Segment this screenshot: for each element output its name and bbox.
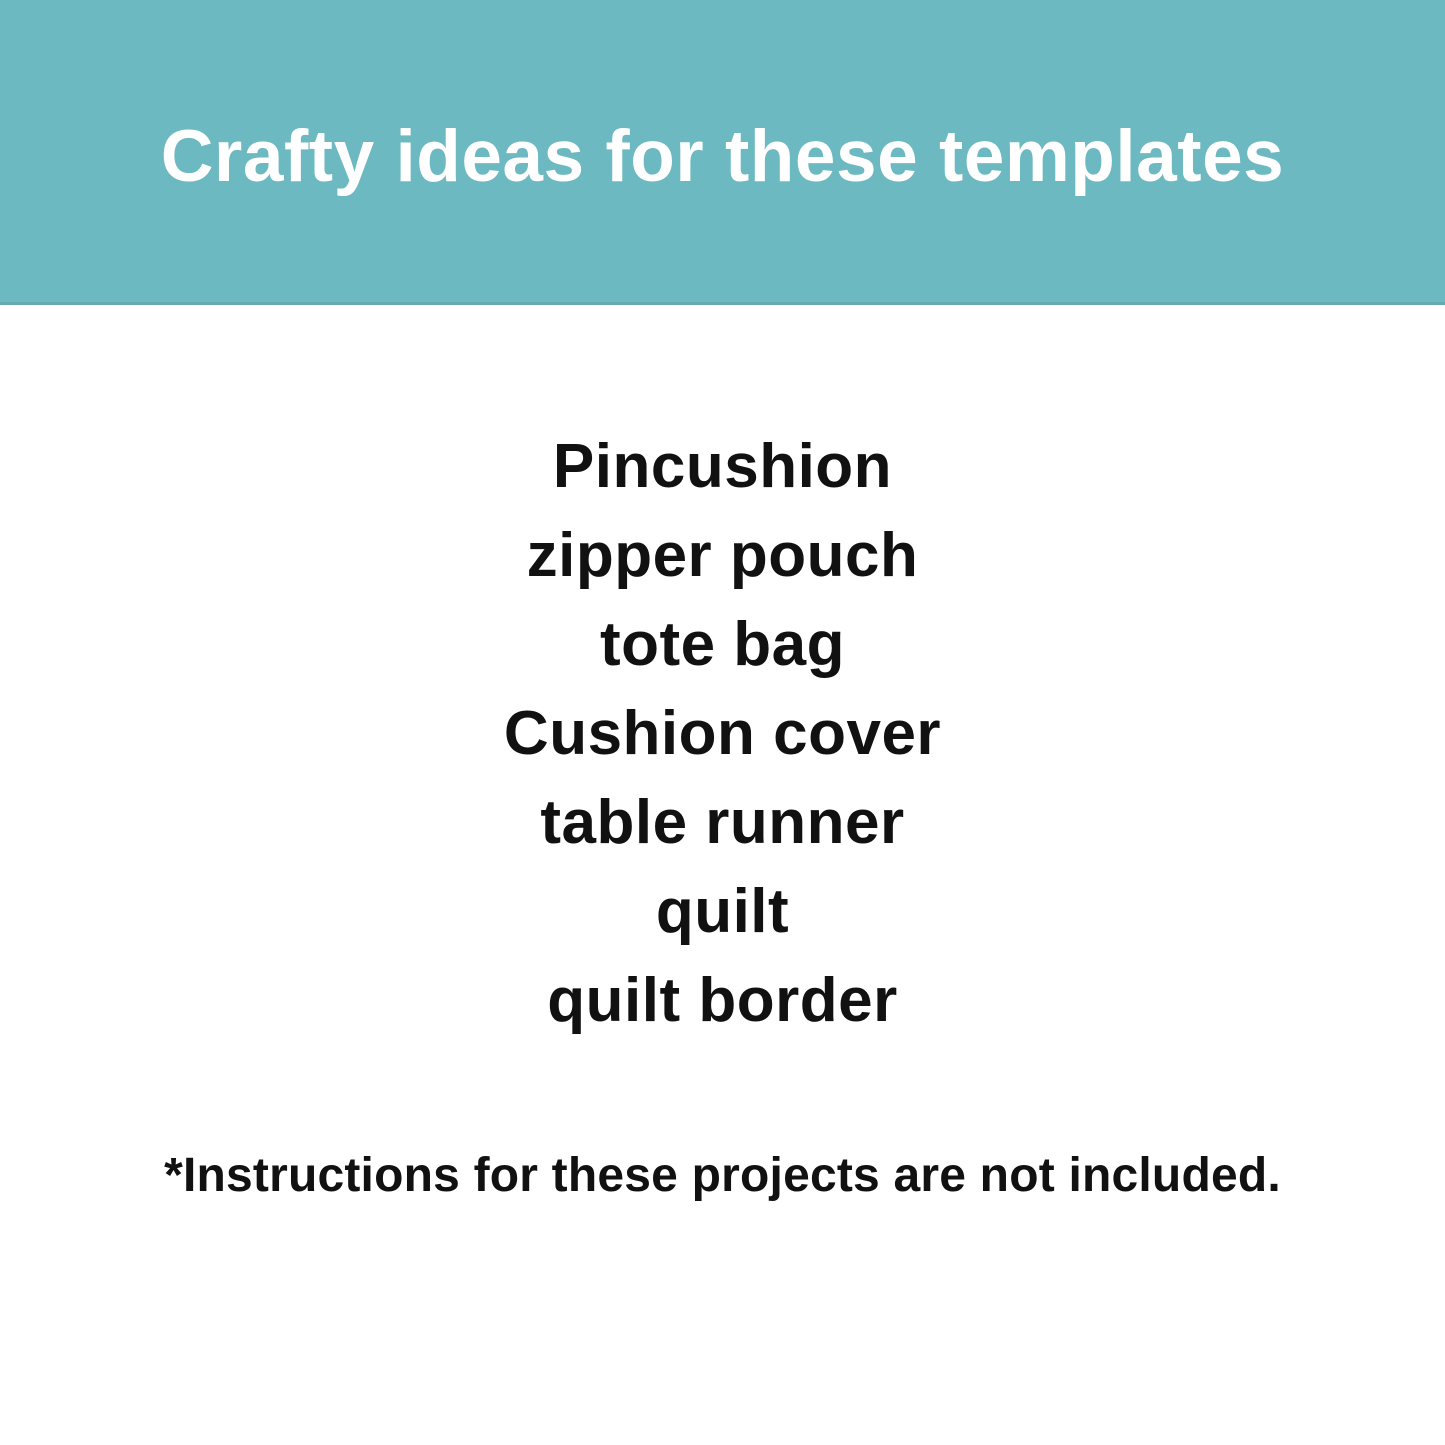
page-title: Crafty ideas for these templates <box>160 116 1285 197</box>
idea-list-item: quilt <box>655 877 790 946</box>
idea-list-item: zipper pouch <box>526 521 919 590</box>
idea-list-item: quilt border <box>547 966 898 1035</box>
ideas-list <box>0 422 1445 1045</box>
idea-list-item: table runner <box>540 788 905 857</box>
idea-list-item: Pincushion <box>552 432 893 501</box>
idea-list-item: Cushion cover <box>503 699 942 768</box>
footnote-text: *Instructions for these projects are not included. <box>164 1149 1281 1202</box>
header-banner <box>0 0 1445 305</box>
idea-list-item: tote bag <box>599 610 846 679</box>
